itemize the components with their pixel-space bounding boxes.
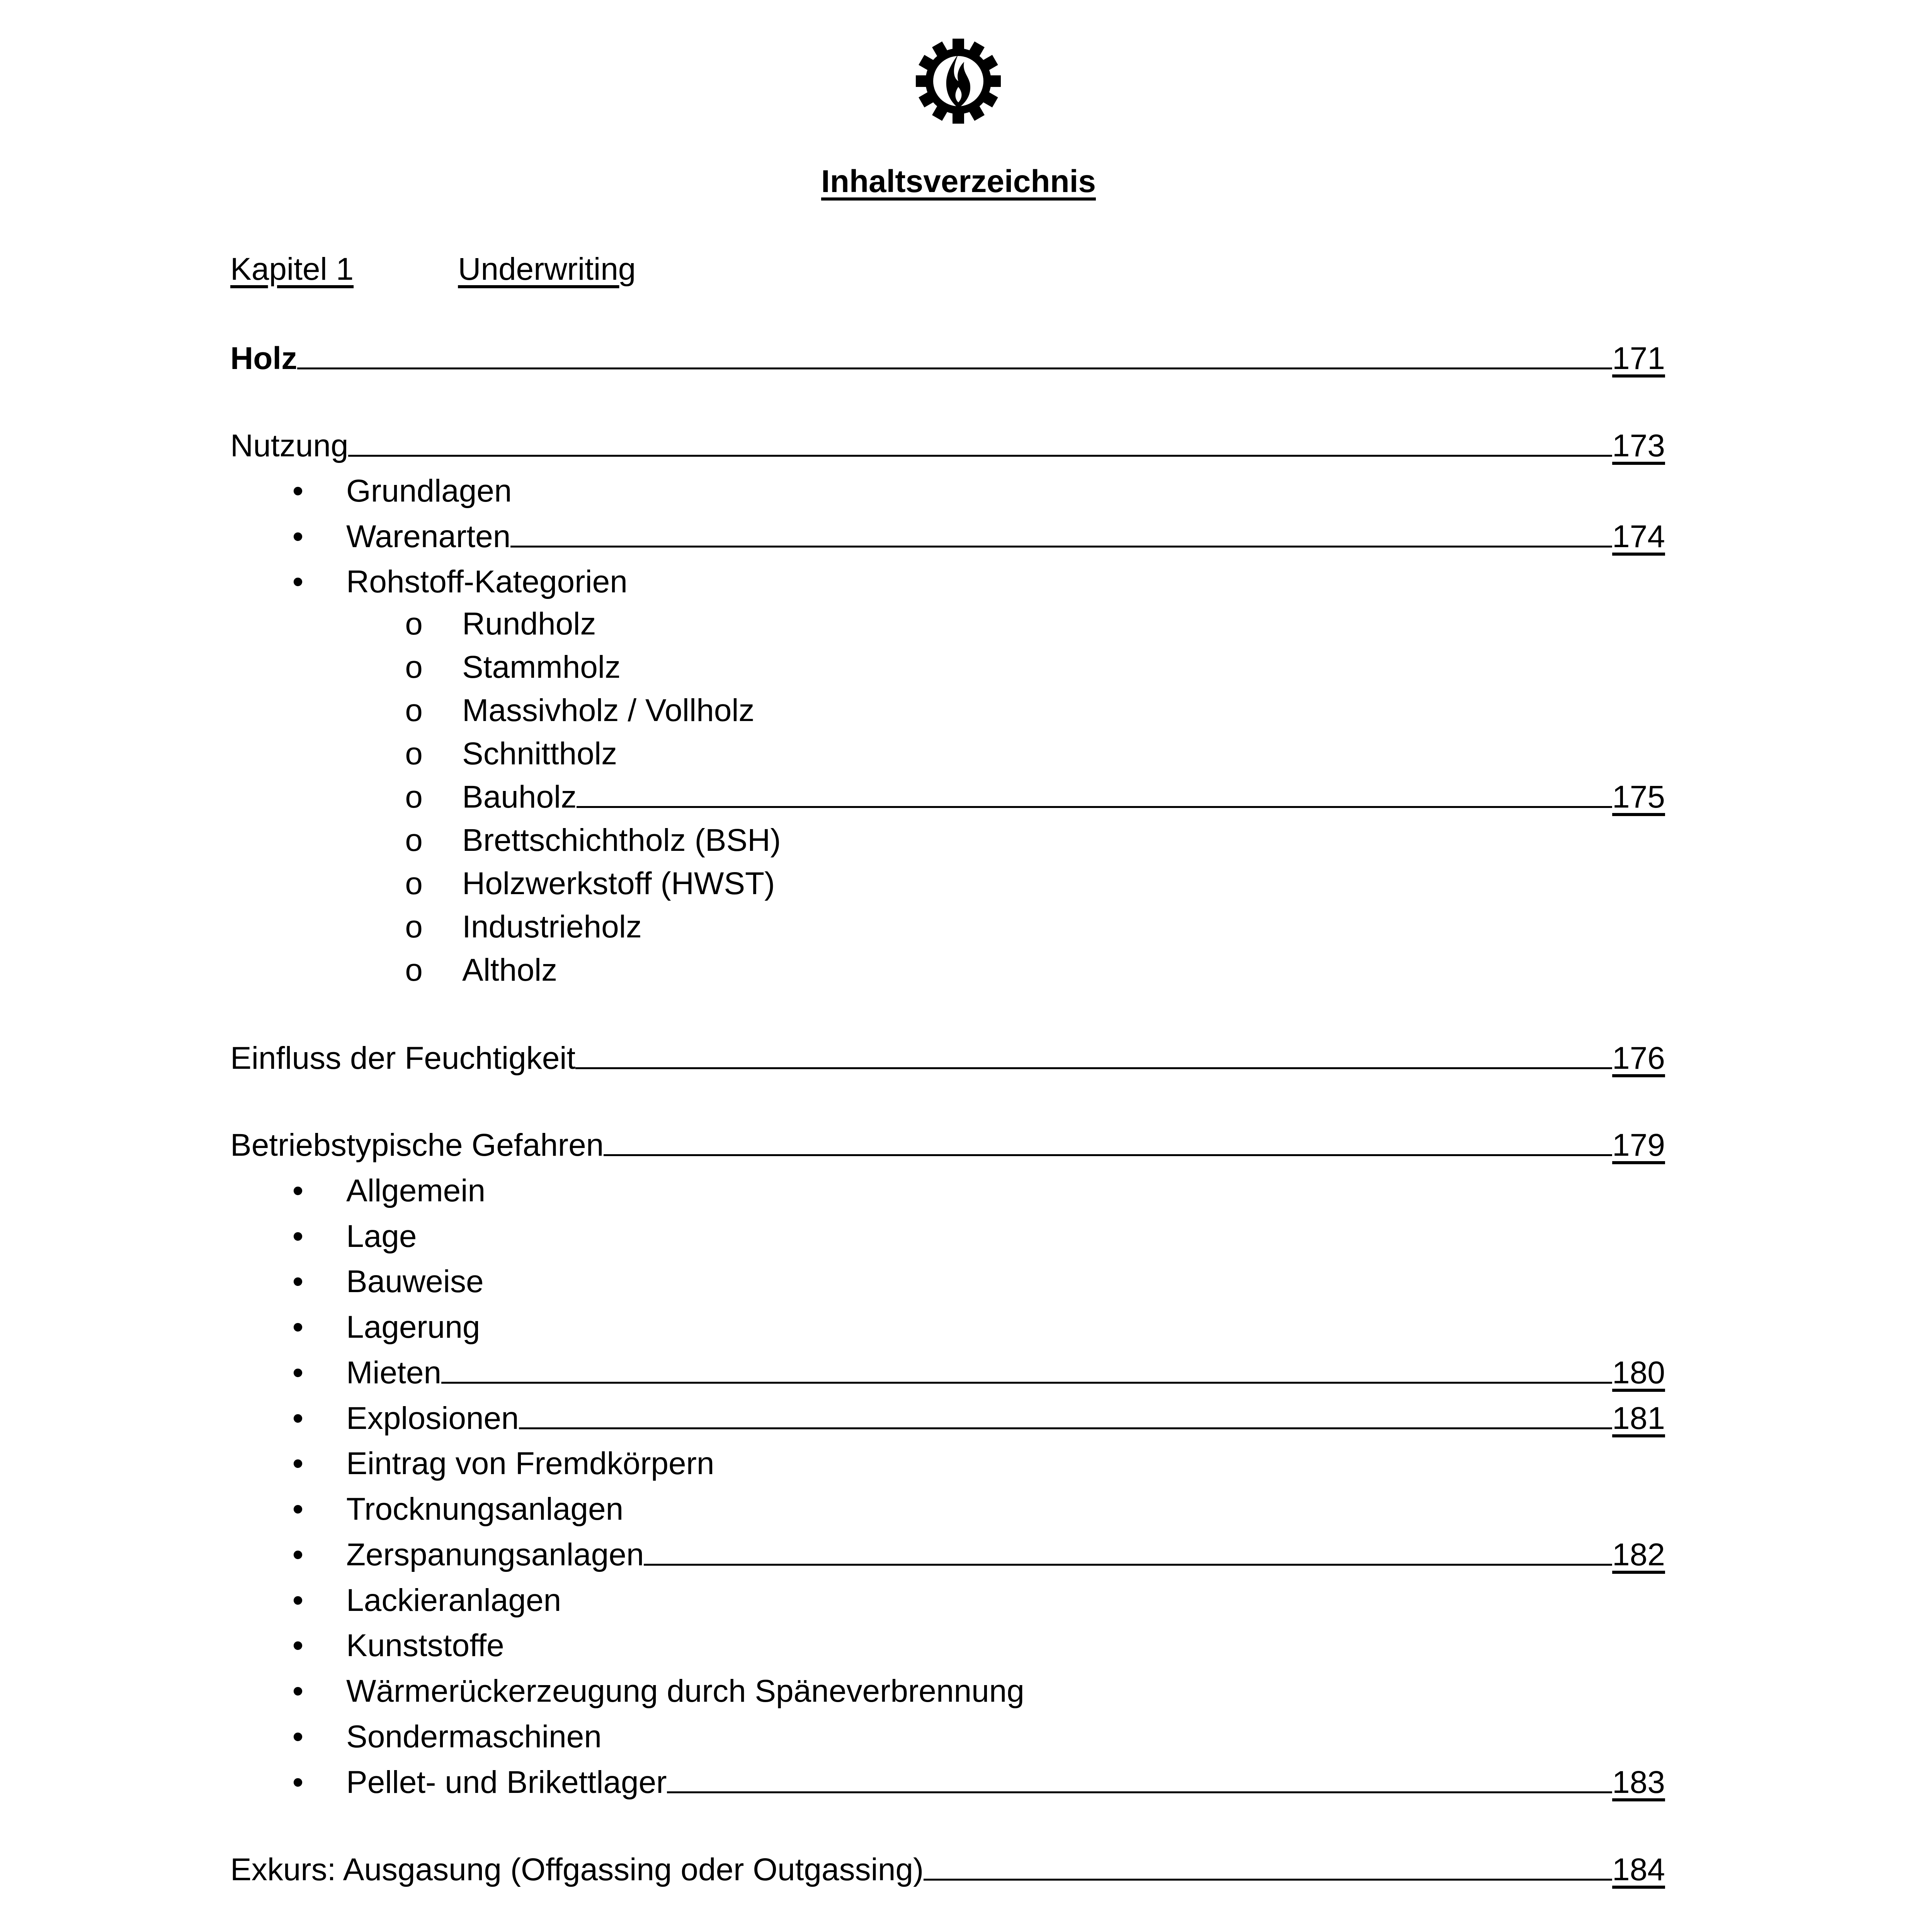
bullet-disc-icon: • — [292, 1310, 304, 1345]
toc-entry-label: Warenarten — [346, 519, 511, 554]
toc-entry-label: Kunststoffe — [346, 1628, 504, 1663]
toc-entry-label: Exkurs: Ausgasung (Offgassing oder Outgassing) — [230, 1852, 924, 1887]
bullet-disc-icon: • — [292, 564, 304, 599]
bullet-disc-icon: • — [292, 1765, 304, 1800]
toc-entry — [230, 1672, 1665, 1711]
bullet-disc-icon: • — [292, 1219, 304, 1254]
toc-entry-label: Schnittholz — [462, 736, 617, 771]
toc-entry-label: Wärmerückerzeugung durch Späneverbrennung — [346, 1673, 1024, 1709]
toc-entry — [230, 472, 1665, 510]
toc-leader-line — [348, 455, 1612, 457]
toc-entry — [230, 864, 1665, 903]
bullet-disc-icon: • — [292, 473, 304, 509]
toc-entry — [230, 1763, 1665, 1802]
toc-page-number: 183 — [1612, 1765, 1665, 1800]
toc-entry-label: Allgemein — [346, 1173, 486, 1208]
toc-entry — [230, 1399, 1665, 1438]
bullet-disc-icon: • — [292, 519, 304, 554]
toc-page-number: 181 — [1612, 1401, 1665, 1436]
toc-page-number: 184 — [1612, 1852, 1665, 1887]
toc-entry — [230, 1718, 1665, 1756]
toc-leader-line — [519, 1427, 1612, 1429]
bullet-circle-icon: o — [405, 823, 423, 858]
bullet-disc-icon: • — [292, 1355, 304, 1390]
toc-page-number: 174 — [1612, 519, 1665, 554]
toc-entry-label: Bauholz — [462, 779, 577, 815]
bullet-circle-icon: o — [405, 650, 423, 685]
gear-flame-icon — [910, 33, 1007, 129]
bullet-circle-icon: o — [405, 779, 423, 815]
toc-entry — [230, 1354, 1665, 1392]
toc-entry-label: Massivholz / Vollholz — [462, 693, 755, 728]
toc-entry-label: Einfluss der Feuchtigkeit — [230, 1041, 576, 1076]
toc-leader-line — [510, 546, 1612, 548]
bullet-disc-icon: • — [292, 1628, 304, 1663]
toc-entry-label: Trocknungsanlagen — [346, 1492, 624, 1527]
toc-entry — [230, 778, 1665, 816]
toc-entry-label: Bauweise — [346, 1264, 484, 1299]
toc-entry — [230, 821, 1665, 860]
toc-entry-label: Sondermaschinen — [346, 1719, 602, 1754]
chapter-heading — [230, 250, 636, 289]
toc-page-number: 171 — [1612, 341, 1665, 376]
toc-entry-label: Explosionen — [346, 1401, 519, 1436]
chapter-label: Kapitel 1 — [230, 252, 354, 287]
toc-entry — [230, 605, 1665, 643]
toc-entry — [230, 1490, 1665, 1529]
toc-entry — [230, 1262, 1665, 1301]
bullet-circle-icon: o — [405, 736, 423, 771]
toc-entry — [230, 1172, 1665, 1210]
toc-page-number: 176 — [1612, 1041, 1665, 1076]
toc-entry-label: Lackieranlagen — [346, 1583, 561, 1618]
toc-entry-label: Lage — [346, 1219, 417, 1254]
toc-entry-label: Mieten — [346, 1355, 442, 1390]
toc-entry-label: Pellet- und Brikettlager — [346, 1765, 667, 1800]
toc-entry-label: Stammholz — [462, 650, 621, 685]
toc-entry — [230, 1850, 1665, 1889]
toc-entry — [230, 1126, 1665, 1165]
toc-entry — [230, 1039, 1665, 1078]
toc-entry-label: Holz — [230, 341, 298, 376]
bullet-disc-icon: • — [292, 1673, 304, 1709]
toc-leader-line — [441, 1382, 1612, 1384]
toc-entry-label: Altholz — [462, 952, 558, 988]
toc-leader-line — [604, 1154, 1612, 1156]
toc-entry — [230, 1536, 1665, 1574]
toc-page-number: 173 — [1612, 428, 1665, 463]
toc-entry-label: Industrieholz — [462, 909, 642, 944]
toc-entry-label: Zerspanungsanlagen — [346, 1537, 644, 1572]
toc-entry — [230, 1217, 1665, 1256]
toc-entry — [230, 691, 1665, 730]
toc-page-number: 182 — [1612, 1537, 1665, 1572]
toc-entry-label: Nutzung — [230, 428, 349, 463]
bullet-circle-icon: o — [405, 909, 423, 944]
toc-page-number: 175 — [1612, 779, 1665, 815]
toc-entry-label: Eintrag von Fremdkörpern — [346, 1446, 714, 1481]
toc-entry — [230, 648, 1665, 687]
toc-entry-label: Grundlagen — [346, 473, 512, 509]
toc-leader-line — [924, 1879, 1612, 1881]
toc-entry — [230, 563, 1665, 601]
bullet-disc-icon: • — [292, 1446, 304, 1481]
toc-entry-label: Lagerung — [346, 1310, 480, 1345]
toc-entry — [230, 1626, 1665, 1665]
toc-entry — [230, 517, 1665, 556]
toc-entry — [230, 427, 1665, 465]
toc-leader-line — [644, 1564, 1612, 1566]
toc-leader-line — [297, 367, 1612, 369]
chapter-name: Underwriting — [458, 252, 636, 287]
bullet-disc-icon: • — [292, 1719, 304, 1754]
toc-page-number: 180 — [1612, 1355, 1665, 1390]
toc-entry-label: Brettschichtholz (BSH) — [462, 823, 781, 858]
toc-entry — [230, 908, 1665, 946]
toc-entry — [230, 951, 1665, 990]
bullet-circle-icon: o — [405, 606, 423, 641]
toc-leader-line — [577, 806, 1612, 808]
toc-entry-label: Rohstoff-Kategorien — [346, 564, 628, 599]
bullet-disc-icon: • — [292, 1583, 304, 1618]
toc-entry — [230, 1444, 1665, 1483]
toc-leader-line — [575, 1067, 1612, 1069]
page-title: Inhaltsverzeichnis — [821, 164, 1096, 199]
toc-entry — [230, 735, 1665, 773]
bullet-disc-icon: • — [292, 1492, 304, 1527]
bullet-disc-icon: • — [292, 1401, 304, 1436]
bullet-circle-icon: o — [405, 866, 423, 901]
bullet-disc-icon: • — [292, 1264, 304, 1299]
toc-entry-label: Holzwerkstoff (HWST) — [462, 866, 775, 901]
toc-entry — [230, 1581, 1665, 1620]
toc-entry — [230, 339, 1665, 378]
toc-page-number: 179 — [1612, 1128, 1665, 1163]
bullet-disc-icon: • — [292, 1173, 304, 1208]
toc-leader-line — [667, 1791, 1613, 1793]
bullet-circle-icon: o — [405, 952, 423, 988]
toc-entry-label: Betriebstypische Gefahren — [230, 1128, 604, 1163]
bullet-disc-icon: • — [292, 1537, 304, 1572]
toc-entry-label: Rundholz — [462, 606, 596, 641]
bullet-circle-icon: o — [405, 693, 423, 728]
toc-entry — [230, 1308, 1665, 1347]
